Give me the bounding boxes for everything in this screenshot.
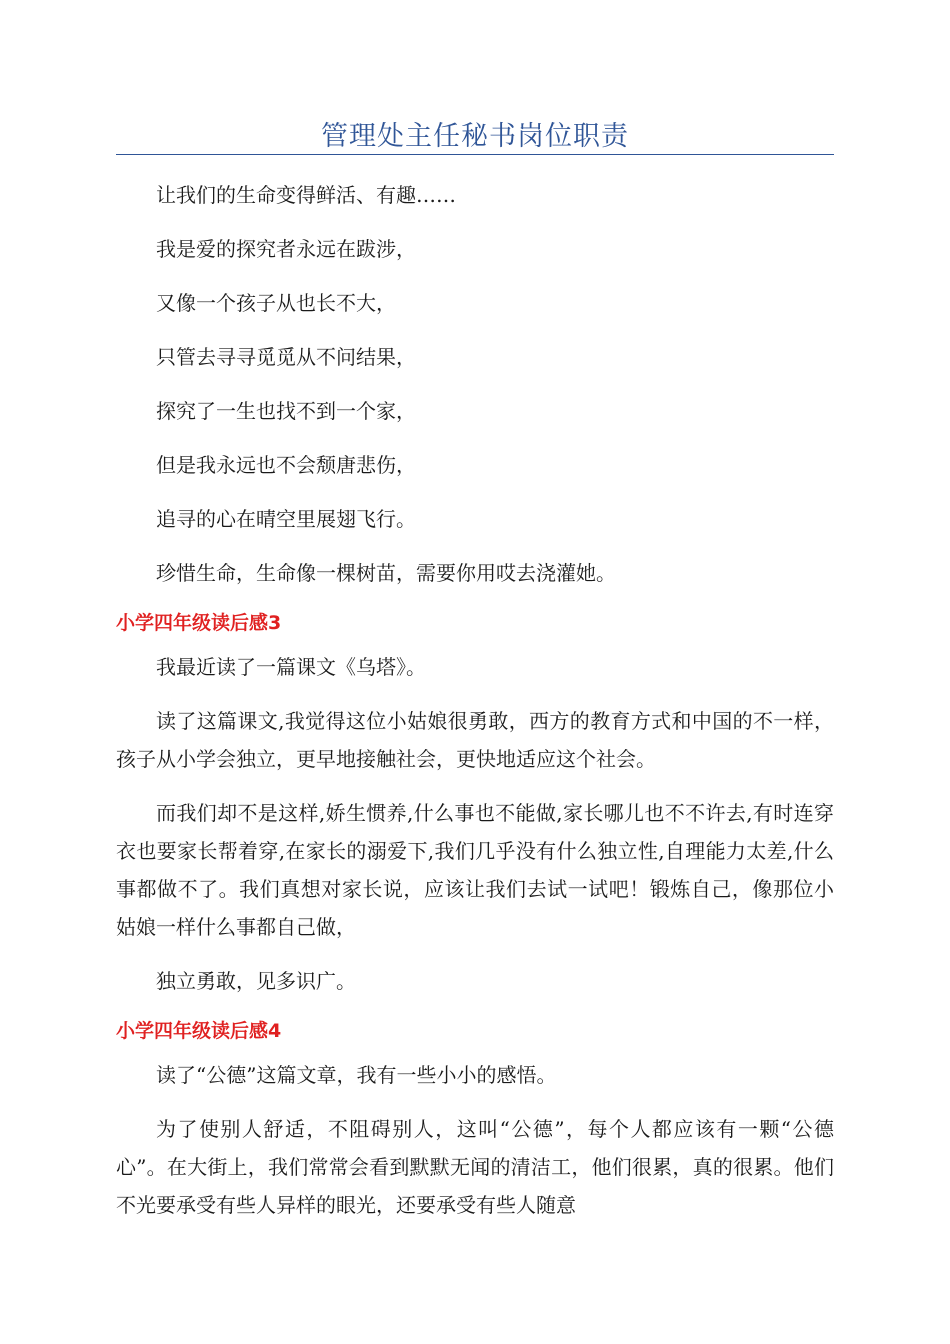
paragraph: 而我们却不是这样,娇生惯养,什么事也不能做,家长哪儿也不不许去,有时连穿衣也要家长帮着穿,在家长的溺爱下,我们几乎没有什么独立性,自理能力太差,什么事都做不了。我们真想对家长说，应该让我们去试一试吧！锻炼自己，像那位小姑娘一样什么事都自己做，: [116, 801, 834, 939]
poem-line: 珍惜生命，生命像一棵树苗，需要你用哎去浇灌她。: [156, 561, 616, 585]
poem-line: 探究了一生也找不到一个家，: [156, 399, 416, 423]
section-heading-3: 小学四年级读后感3: [116, 612, 282, 634]
section-heading-4: 小学四年级读后感4: [116, 1020, 282, 1042]
paragraph: 为了使别人舒适，不阻碍别人，这叫“公德”，每个人都应该有一颗“公德心”。在大街上，我们常常会看到默默无闻的清洁工，他们很累，真的很累。他们不光要承受有些人异样的眼光，还要承受有些人随意: [116, 1117, 834, 1217]
paragraph: 我最近读了一篇课文《乌塔》。: [156, 655, 426, 679]
title-underline: [116, 154, 834, 155]
poem-line: 又像一个孩子从也长不大，: [156, 291, 396, 315]
document-body: [116, 176, 834, 1240]
poem-line: 让我们的生命变得鲜活、有趣……: [156, 183, 456, 207]
poem-line: 追寻的心在晴空里展翅飞行。: [156, 507, 416, 531]
poem-line: 只管去寻寻觅觅从不问结果，: [156, 345, 416, 369]
paragraph: 独立勇敢，见多识广。: [156, 969, 356, 993]
document-title: 管理处主任秘书岗位职责: [321, 121, 629, 152]
paragraph: 读了“公德”这篇文章，我有一些小小的感悟。: [156, 1063, 557, 1087]
poem-line: 我是爱的探究者永远在跋涉，: [156, 237, 416, 261]
paragraph: 读了这篇课文,我觉得这位小姑娘很勇敢，西方的教育方式和中国的不一样，孩子从小学会独立，更早地接触社会，更快地适应这个社会。: [116, 709, 834, 771]
poem-line: 但是我永远也不会颓唐悲伤，: [156, 453, 416, 477]
